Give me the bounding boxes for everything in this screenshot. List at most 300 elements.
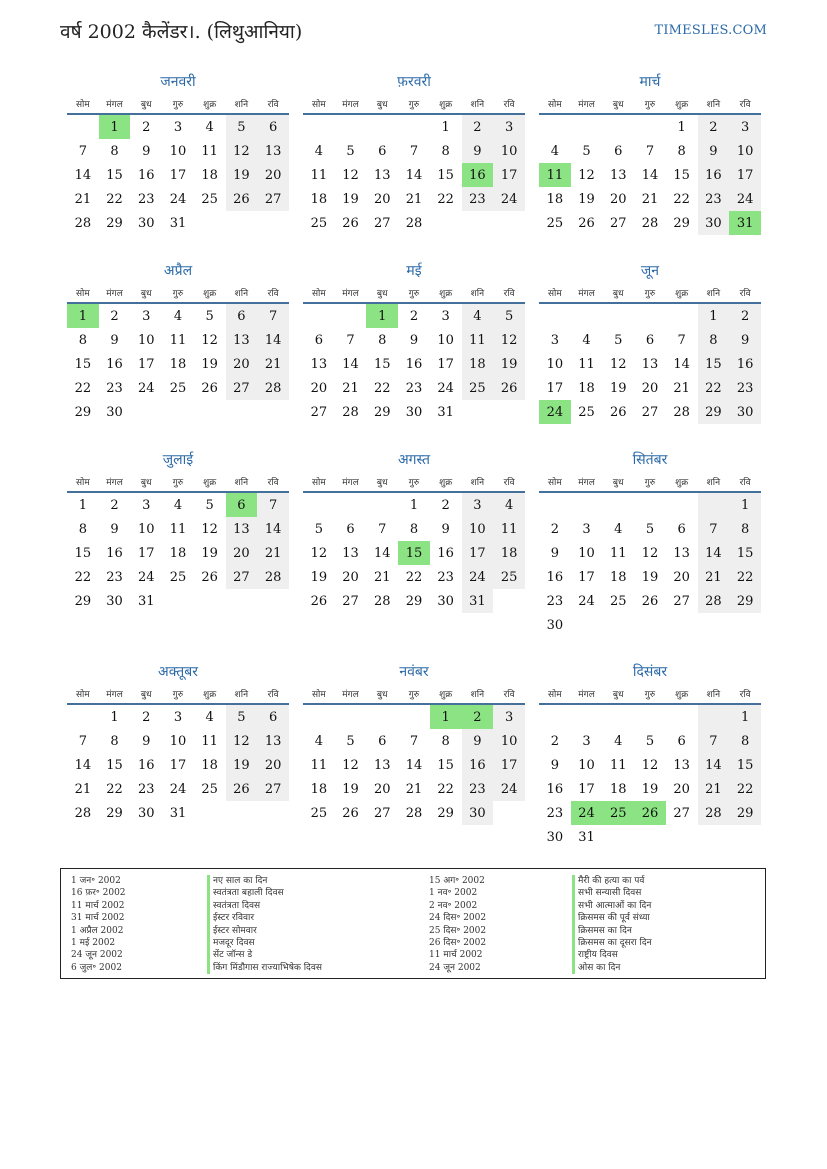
day-cell[interactable]: 12 <box>609 356 627 372</box>
day-cell[interactable]: 10 <box>462 517 494 541</box>
day-cell[interactable]: 2 <box>142 119 151 135</box>
day-cell[interactable]: 21 <box>257 541 289 565</box>
day-cell[interactable]: 1 <box>441 119 450 135</box>
day-cell[interactable]: 9 <box>462 139 494 163</box>
day-cell[interactable]: 22 <box>729 777 761 801</box>
day-cell[interactable]: 26 <box>226 187 258 211</box>
day-cell[interactable]: 10 <box>169 143 187 159</box>
day-cell[interactable]: 16 <box>137 757 155 773</box>
day-cell[interactable] <box>602 114 634 139</box>
day-cell[interactable]: 23 <box>137 781 155 797</box>
day-cell[interactable]: 25 <box>201 191 218 207</box>
day-cell[interactable] <box>226 400 258 424</box>
day-cell[interactable] <box>130 400 162 424</box>
day-cell[interactable]: 22 <box>74 380 92 396</box>
day-cell[interactable] <box>493 211 525 235</box>
day-cell[interactable]: 17 <box>137 356 155 372</box>
day-cell[interactable]: 7 <box>346 332 355 348</box>
day-cell[interactable]: 27 <box>609 215 627 231</box>
day-cell[interactable]: 25 <box>546 215 564 231</box>
day-cell[interactable]: 30 <box>437 593 454 609</box>
day-cell[interactable]: 5 <box>314 521 323 537</box>
day-cell[interactable]: 25 <box>169 380 187 396</box>
day-cell[interactable]: 1 <box>698 303 730 328</box>
day-cell[interactable]: 10 <box>137 332 155 348</box>
day-cell[interactable]: 16 <box>462 163 494 187</box>
day-cell[interactable] <box>634 825 666 849</box>
day-cell[interactable]: 28 <box>74 805 92 821</box>
day-cell[interactable]: 4 <box>205 119 214 135</box>
day-cell[interactable]: 5 <box>205 308 214 324</box>
day-cell[interactable]: 8 <box>441 733 450 749</box>
day-cell[interactable]: 4 <box>550 143 559 159</box>
day-cell[interactable]: 18 <box>310 781 328 797</box>
day-cell[interactable]: 23 <box>462 187 494 211</box>
day-cell[interactable] <box>493 400 525 424</box>
day-cell[interactable]: 17 <box>729 163 761 187</box>
day-cell[interactable]: 25 <box>602 801 634 825</box>
day-cell[interactable]: 17 <box>169 167 187 183</box>
day-cell[interactable]: 16 <box>437 545 454 561</box>
day-cell[interactable]: 24 <box>169 781 187 797</box>
day-cell[interactable]: 11 <box>169 332 187 348</box>
day-cell[interactable]: 3 <box>493 114 525 139</box>
day-cell[interactable]: 14 <box>641 167 659 183</box>
day-cell[interactable]: 18 <box>493 541 525 565</box>
day-cell[interactable]: 27 <box>373 215 391 231</box>
day-cell[interactable]: 16 <box>546 781 564 797</box>
day-cell[interactable]: 18 <box>201 167 218 183</box>
day-cell[interactable]: 19 <box>609 380 627 396</box>
day-cell[interactable] <box>571 114 603 139</box>
day-cell[interactable]: 27 <box>673 593 690 609</box>
day-cell[interactable]: 12 <box>578 167 595 183</box>
day-cell[interactable] <box>666 613 698 637</box>
day-cell[interactable]: 12 <box>342 167 359 183</box>
day-cell[interactable]: 28 <box>673 404 690 420</box>
day-cell[interactable]: 20 <box>342 569 359 585</box>
day-cell[interactable] <box>67 114 99 139</box>
day-cell[interactable] <box>571 613 603 637</box>
day-cell[interactable]: 9 <box>110 521 119 537</box>
day-cell[interactable]: 17 <box>578 781 595 797</box>
day-cell[interactable]: 8 <box>110 733 119 749</box>
day-cell[interactable]: 2 <box>729 303 761 328</box>
day-cell[interactable] <box>539 303 571 328</box>
day-cell[interactable]: 15 <box>106 757 123 773</box>
day-cell[interactable]: 12 <box>226 729 258 753</box>
day-cell[interactable]: 23 <box>729 376 761 400</box>
day-cell[interactable]: 26 <box>310 593 328 609</box>
day-cell[interactable]: 3 <box>441 308 450 324</box>
day-cell[interactable]: 26 <box>201 380 218 396</box>
day-cell[interactable]: 28 <box>342 404 359 420</box>
day-cell[interactable]: 25 <box>169 569 187 585</box>
day-cell[interactable] <box>335 492 367 517</box>
day-cell[interactable]: 1 <box>110 709 119 725</box>
day-cell[interactable]: 27 <box>257 187 289 211</box>
day-cell[interactable]: 29 <box>373 404 391 420</box>
day-cell[interactable] <box>303 492 335 517</box>
day-cell[interactable]: 3 <box>550 332 559 348</box>
day-cell[interactable]: 2 <box>462 114 494 139</box>
day-cell[interactable]: 4 <box>173 497 183 513</box>
day-cell[interactable] <box>398 114 430 139</box>
day-cell[interactable]: 13 <box>226 328 258 352</box>
day-cell[interactable]: 20 <box>673 781 690 797</box>
day-cell[interactable]: 9 <box>409 332 419 348</box>
day-cell[interactable]: 10 <box>493 139 525 163</box>
day-cell[interactable]: 7 <box>78 733 87 749</box>
day-cell[interactable]: 21 <box>641 191 659 207</box>
day-cell[interactable]: 4 <box>205 709 214 725</box>
day-cell[interactable]: 8 <box>78 332 87 348</box>
day-cell[interactable]: 23 <box>698 187 730 211</box>
day-cell[interactable]: 26 <box>201 569 218 585</box>
day-cell[interactable]: 19 <box>201 356 218 372</box>
day-cell[interactable]: 3 <box>142 308 151 324</box>
day-cell[interactable]: 27 <box>342 593 359 609</box>
day-cell[interactable]: 25 <box>462 376 494 400</box>
day-cell[interactable]: 14 <box>405 167 423 183</box>
day-cell[interactable] <box>666 825 698 849</box>
day-cell[interactable]: 7 <box>257 492 289 517</box>
day-cell[interactable]: 18 <box>546 191 564 207</box>
day-cell[interactable]: 2 <box>462 704 494 729</box>
day-cell[interactable]: 2 <box>441 497 450 513</box>
day-cell[interactable]: 15 <box>437 167 454 183</box>
day-cell[interactable]: 5 <box>645 521 655 537</box>
day-cell[interactable]: 11 <box>578 356 595 372</box>
day-cell[interactable]: 18 <box>201 757 218 773</box>
day-cell[interactable]: 29 <box>405 593 423 609</box>
day-cell[interactable]: 22 <box>729 565 761 589</box>
day-cell[interactable]: 31 <box>169 805 187 821</box>
day-cell[interactable]: 30 <box>106 404 123 420</box>
day-cell[interactable]: 12 <box>641 757 659 773</box>
day-cell[interactable]: 6 <box>645 332 655 348</box>
day-cell[interactable]: 25 <box>609 593 627 609</box>
day-cell[interactable]: 13 <box>609 167 627 183</box>
day-cell[interactable]: 24 <box>493 187 525 211</box>
day-cell[interactable]: 17 <box>137 545 155 561</box>
day-cell[interactable]: 13 <box>257 729 289 753</box>
day-cell[interactable]: 24 <box>437 380 454 396</box>
day-cell[interactable]: 25 <box>310 805 328 821</box>
day-cell[interactable] <box>462 400 494 424</box>
day-cell[interactable]: 7 <box>698 517 730 541</box>
day-cell[interactable]: 21 <box>342 380 359 396</box>
day-cell[interactable]: 21 <box>405 781 423 797</box>
day-cell[interactable]: 7 <box>78 143 87 159</box>
day-cell[interactable]: 29 <box>698 400 730 424</box>
day-cell[interactable]: 10 <box>169 733 187 749</box>
day-cell[interactable]: 6 <box>378 143 387 159</box>
day-cell[interactable]: 30 <box>546 617 564 633</box>
day-cell[interactable]: 5 <box>226 114 258 139</box>
day-cell[interactable]: 20 <box>257 753 289 777</box>
day-cell[interactable]: 30 <box>106 593 123 609</box>
day-cell[interactable]: 22 <box>106 781 123 797</box>
day-cell[interactable]: 11 <box>310 167 328 183</box>
day-cell[interactable]: 1 <box>67 303 99 328</box>
day-cell[interactable]: 5 <box>346 143 355 159</box>
day-cell[interactable]: 7 <box>257 303 289 328</box>
day-cell[interactable]: 30 <box>546 829 564 845</box>
day-cell[interactable]: 21 <box>373 569 391 585</box>
day-cell[interactable]: 25 <box>201 781 218 797</box>
day-cell[interactable]: 14 <box>673 356 690 372</box>
day-cell[interactable]: 27 <box>257 777 289 801</box>
site-link[interactable]: TIMESLES.COM <box>654 23 767 38</box>
day-cell[interactable]: 5 <box>205 497 214 513</box>
day-cell[interactable]: 17 <box>462 541 494 565</box>
day-cell[interactable]: 26 <box>578 215 595 231</box>
day-cell[interactable] <box>602 492 634 517</box>
day-cell[interactable]: 5 <box>493 303 525 328</box>
day-cell[interactable]: 3 <box>493 704 525 729</box>
day-cell[interactable]: 11 <box>462 328 494 352</box>
day-cell[interactable]: 3 <box>173 709 183 725</box>
day-cell[interactable]: 14 <box>257 517 289 541</box>
day-cell[interactable]: 13 <box>342 545 359 561</box>
day-cell[interactable]: 4 <box>614 733 623 749</box>
day-cell[interactable] <box>162 400 194 424</box>
day-cell[interactable]: 12 <box>226 139 258 163</box>
day-cell[interactable] <box>366 492 398 517</box>
day-cell[interactable]: 1 <box>677 119 686 135</box>
day-cell[interactable]: 12 <box>310 545 328 561</box>
day-cell[interactable]: 9 <box>550 545 559 561</box>
day-cell[interactable]: 23 <box>546 805 564 821</box>
day-cell[interactable]: 15 <box>74 356 92 372</box>
day-cell[interactable]: 1 <box>729 704 761 729</box>
day-cell[interactable]: 17 <box>493 753 525 777</box>
day-cell[interactable]: 11 <box>609 545 627 561</box>
day-cell[interactable]: 11 <box>169 521 187 537</box>
day-cell[interactable]: 3 <box>173 119 183 135</box>
day-cell[interactable]: 24 <box>571 801 603 825</box>
day-cell[interactable]: 1 <box>99 114 131 139</box>
day-cell[interactable]: 20 <box>373 191 391 207</box>
day-cell[interactable]: 2 <box>142 709 151 725</box>
day-cell[interactable]: 17 <box>437 356 454 372</box>
day-cell[interactable]: 13 <box>373 757 391 773</box>
day-cell[interactable]: 3 <box>142 497 151 513</box>
day-cell[interactable]: 31 <box>729 211 761 235</box>
day-cell[interactable]: 22 <box>437 781 454 797</box>
day-cell[interactable]: 29 <box>106 805 123 821</box>
day-cell[interactable] <box>257 400 289 424</box>
day-cell[interactable] <box>602 303 634 328</box>
day-cell[interactable] <box>398 704 430 729</box>
day-cell[interactable]: 18 <box>462 352 494 376</box>
day-cell[interactable] <box>194 400 226 424</box>
day-cell[interactable]: 28 <box>698 801 730 825</box>
day-cell[interactable]: 1 <box>409 497 419 513</box>
day-cell[interactable]: 12 <box>201 332 218 348</box>
day-cell[interactable]: 22 <box>405 569 423 585</box>
day-cell[interactable] <box>493 801 525 825</box>
day-cell[interactable]: 4 <box>614 521 623 537</box>
day-cell[interactable]: 4 <box>314 143 323 159</box>
day-cell[interactable]: 10 <box>493 729 525 753</box>
day-cell[interactable]: 28 <box>373 593 391 609</box>
day-cell[interactable]: 28 <box>698 589 730 613</box>
day-cell[interactable] <box>634 303 666 328</box>
day-cell[interactable]: 31 <box>137 593 155 609</box>
day-cell[interactable]: 13 <box>310 356 328 372</box>
day-cell[interactable] <box>666 492 698 517</box>
day-cell[interactable]: 16 <box>106 545 123 561</box>
day-cell[interactable]: 29 <box>729 801 761 825</box>
day-cell[interactable] <box>698 704 730 729</box>
day-cell[interactable]: 4 <box>314 733 323 749</box>
day-cell[interactable]: 31 <box>462 589 494 613</box>
day-cell[interactable]: 29 <box>74 404 92 420</box>
day-cell[interactable]: 19 <box>578 191 595 207</box>
day-cell[interactable]: 21 <box>698 565 730 589</box>
day-cell[interactable]: 9 <box>441 521 450 537</box>
day-cell[interactable]: 14 <box>373 545 391 561</box>
day-cell[interactable] <box>571 303 603 328</box>
day-cell[interactable]: 24 <box>462 565 494 589</box>
day-cell[interactable]: 23 <box>106 569 123 585</box>
day-cell[interactable] <box>226 211 258 235</box>
day-cell[interactable]: 29 <box>74 593 92 609</box>
day-cell[interactable]: 26 <box>342 215 359 231</box>
day-cell[interactable]: 24 <box>137 380 155 396</box>
day-cell[interactable]: 20 <box>673 569 690 585</box>
day-cell[interactable]: 11 <box>201 733 218 749</box>
day-cell[interactable]: 15 <box>373 356 391 372</box>
day-cell[interactable]: 5 <box>645 733 655 749</box>
day-cell[interactable]: 8 <box>110 143 119 159</box>
day-cell[interactable]: 6 <box>226 303 258 328</box>
day-cell[interactable]: 21 <box>74 781 92 797</box>
day-cell[interactable]: 16 <box>546 569 564 585</box>
day-cell[interactable]: 28 <box>641 215 659 231</box>
day-cell[interactable]: 15 <box>398 541 430 565</box>
day-cell[interactable] <box>194 211 226 235</box>
day-cell[interactable]: 26 <box>342 805 359 821</box>
day-cell[interactable]: 19 <box>201 545 218 561</box>
day-cell[interactable]: 24 <box>137 569 155 585</box>
day-cell[interactable]: 20 <box>641 380 659 396</box>
day-cell[interactable] <box>634 114 666 139</box>
day-cell[interactable]: 2 <box>698 114 730 139</box>
day-cell[interactable]: 24 <box>493 777 525 801</box>
day-cell[interactable]: 24 <box>578 593 595 609</box>
day-cell[interactable]: 8 <box>698 328 730 352</box>
day-cell[interactable]: 28 <box>405 805 423 821</box>
day-cell[interactable]: 30 <box>462 801 494 825</box>
day-cell[interactable]: 5 <box>582 143 591 159</box>
day-cell[interactable] <box>666 303 698 328</box>
day-cell[interactable]: 20 <box>373 781 391 797</box>
day-cell[interactable]: 15 <box>698 352 730 376</box>
day-cell[interactable]: 1 <box>729 492 761 517</box>
day-cell[interactable]: 10 <box>729 139 761 163</box>
day-cell[interactable]: 2 <box>110 308 119 324</box>
day-cell[interactable]: 18 <box>578 380 595 396</box>
day-cell[interactable] <box>162 589 194 613</box>
day-cell[interactable]: 6 <box>346 521 355 537</box>
day-cell[interactable]: 9 <box>462 729 494 753</box>
day-cell[interactable]: 12 <box>201 521 218 537</box>
day-cell[interactable]: 7 <box>378 521 387 537</box>
day-cell[interactable]: 14 <box>698 753 730 777</box>
day-cell[interactable] <box>634 704 666 729</box>
day-cell[interactable] <box>303 704 335 729</box>
day-cell[interactable]: 25 <box>578 404 595 420</box>
day-cell[interactable]: 24 <box>729 187 761 211</box>
day-cell[interactable]: 30 <box>405 404 423 420</box>
day-cell[interactable]: 30 <box>137 215 155 231</box>
day-cell[interactable]: 9 <box>110 332 119 348</box>
day-cell[interactable] <box>539 492 571 517</box>
day-cell[interactable]: 7 <box>409 143 419 159</box>
day-cell[interactable] <box>462 211 494 235</box>
day-cell[interactable] <box>335 114 367 139</box>
day-cell[interactable]: 14 <box>342 356 359 372</box>
day-cell[interactable]: 15 <box>106 167 123 183</box>
day-cell[interactable]: 11 <box>201 143 218 159</box>
day-cell[interactable]: 4 <box>582 332 591 348</box>
day-cell[interactable]: 20 <box>310 380 328 396</box>
day-cell[interactable]: 20 <box>257 163 289 187</box>
day-cell[interactable] <box>539 114 571 139</box>
day-cell[interactable]: 7 <box>677 332 686 348</box>
day-cell[interactable]: 2 <box>409 308 419 324</box>
day-cell[interactable]: 8 <box>409 521 419 537</box>
day-cell[interactable] <box>571 492 603 517</box>
day-cell[interactable]: 29 <box>729 589 761 613</box>
day-cell[interactable] <box>226 801 258 825</box>
day-cell[interactable]: 27 <box>373 805 391 821</box>
day-cell[interactable]: 17 <box>493 163 525 187</box>
day-cell[interactable]: 18 <box>310 191 328 207</box>
day-cell[interactable]: 24 <box>169 191 187 207</box>
day-cell[interactable]: 8 <box>729 729 761 753</box>
day-cell[interactable]: 2 <box>110 497 119 513</box>
day-cell[interactable] <box>729 613 761 637</box>
day-cell[interactable] <box>303 114 335 139</box>
day-cell[interactable]: 2 <box>550 521 559 537</box>
day-cell[interactable]: 5 <box>614 332 623 348</box>
day-cell[interactable] <box>430 211 462 235</box>
day-cell[interactable] <box>539 704 571 729</box>
day-cell[interactable]: 21 <box>257 352 289 376</box>
day-cell[interactable]: 20 <box>226 352 258 376</box>
day-cell[interactable]: 3 <box>582 733 591 749</box>
day-cell[interactable]: 30 <box>729 400 761 424</box>
day-cell[interactable] <box>602 704 634 729</box>
day-cell[interactable]: 15 <box>437 757 454 773</box>
day-cell[interactable] <box>226 589 258 613</box>
day-cell[interactable]: 9 <box>698 139 730 163</box>
day-cell[interactable]: 3 <box>582 521 591 537</box>
day-cell[interactable]: 3 <box>462 492 494 517</box>
day-cell[interactable]: 21 <box>405 191 423 207</box>
day-cell[interactable]: 8 <box>441 143 450 159</box>
day-cell[interactable]: 13 <box>673 757 690 773</box>
day-cell[interactable]: 15 <box>673 167 690 183</box>
day-cell[interactable]: 19 <box>342 191 359 207</box>
day-cell[interactable]: 7 <box>409 733 419 749</box>
day-cell[interactable]: 24 <box>539 400 571 424</box>
day-cell[interactable] <box>698 613 730 637</box>
